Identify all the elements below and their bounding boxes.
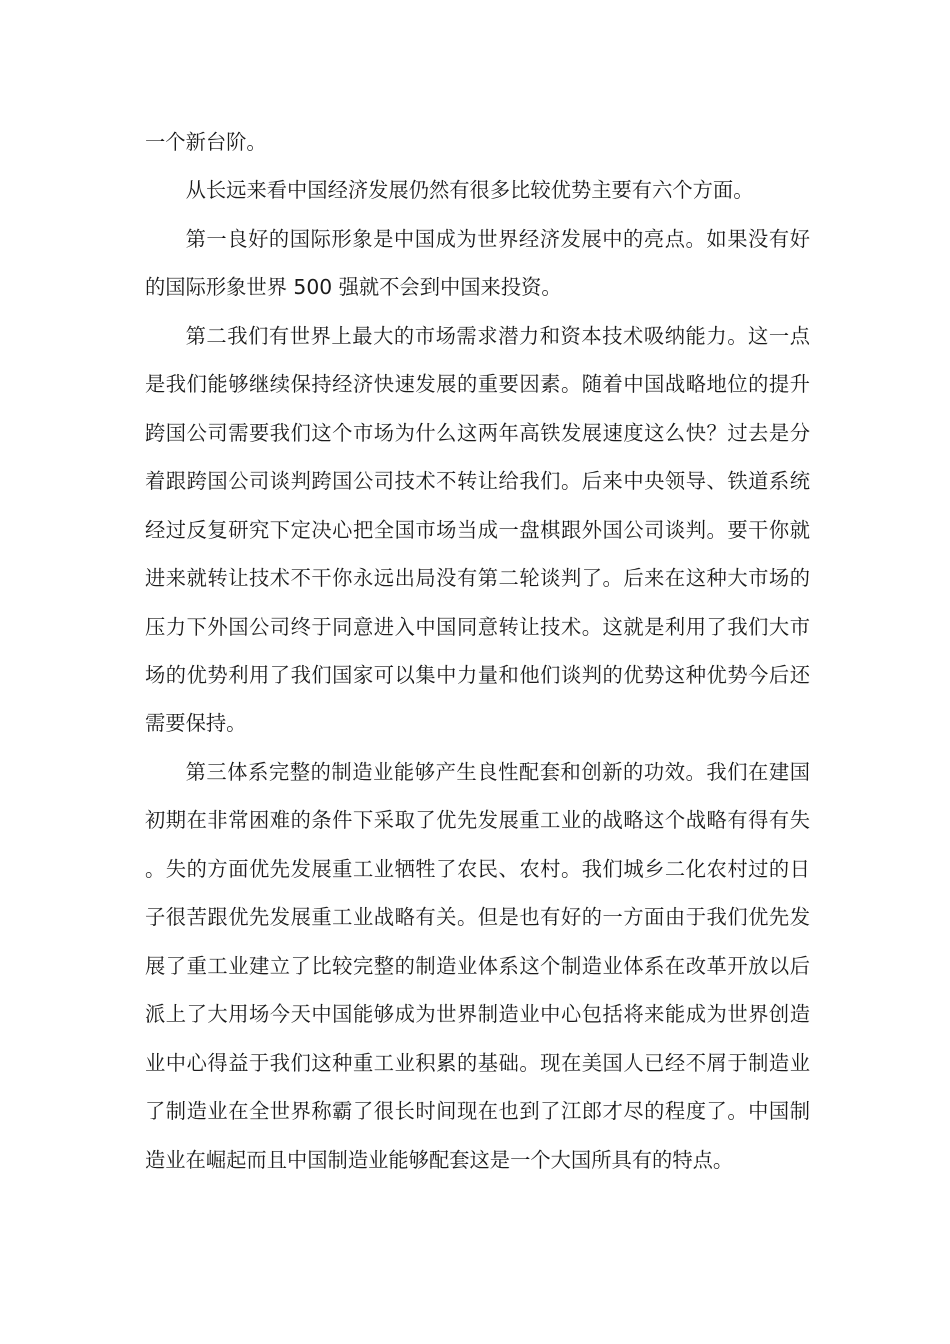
paragraph-second-advantage: 第二我们有世界上最大的市场需求潜力和资本技术吸纳能力。这一点是我们能够继续保持经济快速发展的重要因素。随着中国战略地位的提升跨国公司需要我们这个市场为什么这两年高铁发展速度这么快？过去是分着跟跨国公司谈判跨国公司技术不转让给我们。后来中央领导、铁道系统经过反复研究下定决心把全国市场当成一盘棋跟外国公司谈判。要干你就进来就转让技术不干你永远出局没有第二轮谈判了。后来在这种大市场的压力下外国公司终于同意进入中国同意转让技术。这就是利用了我们大市场的优势利用了我们国家可以集中力量和他们谈判的优势这种优势今后还需要保持。 [145,323,810,736]
document-body [145,118,810,1184]
paragraph-intro: 从长远来看中国经济发展仍然有很多比较优势主要有六个方面。 [185,178,754,203]
paragraph-continuation: 一个新台阶。 [145,130,267,154]
paragraph-first-advantage: 第一良好的国际形象是中国成为世界经济发展中的亮点。如果没有好的国际形象世界 500 强就不会到中国来投资。 [145,226,810,300]
paragraph-third-advantage: 第三体系完整的制造业能够产生良性配套和创新的功效。我们在建国初期在非常困难的条件下采取了优先发展重工业的战略这个战略有得有失。失的方面优先发展重工业牺牲了农民、农村。我们城乡二化农村过的日子很苦跟优先发展重工业战略有关。但是也有好的一方面由于我们优先发展了重工业建立了比较完整的制造业体系这个制造业体系在改革开放以后派上了大用场今天中国能够成为世界制造业中心包括将来能成为世界创造业中心得益于我们这种重工业积累的基础。现在美国人已经不屑于制造业了制造业在全世界称霸了很长时间现在也到了江郎才尽的程度了。中国制造业在崛起而且中国制造业能够配套这是一个大国所具有的特点。 [145,759,810,1172]
